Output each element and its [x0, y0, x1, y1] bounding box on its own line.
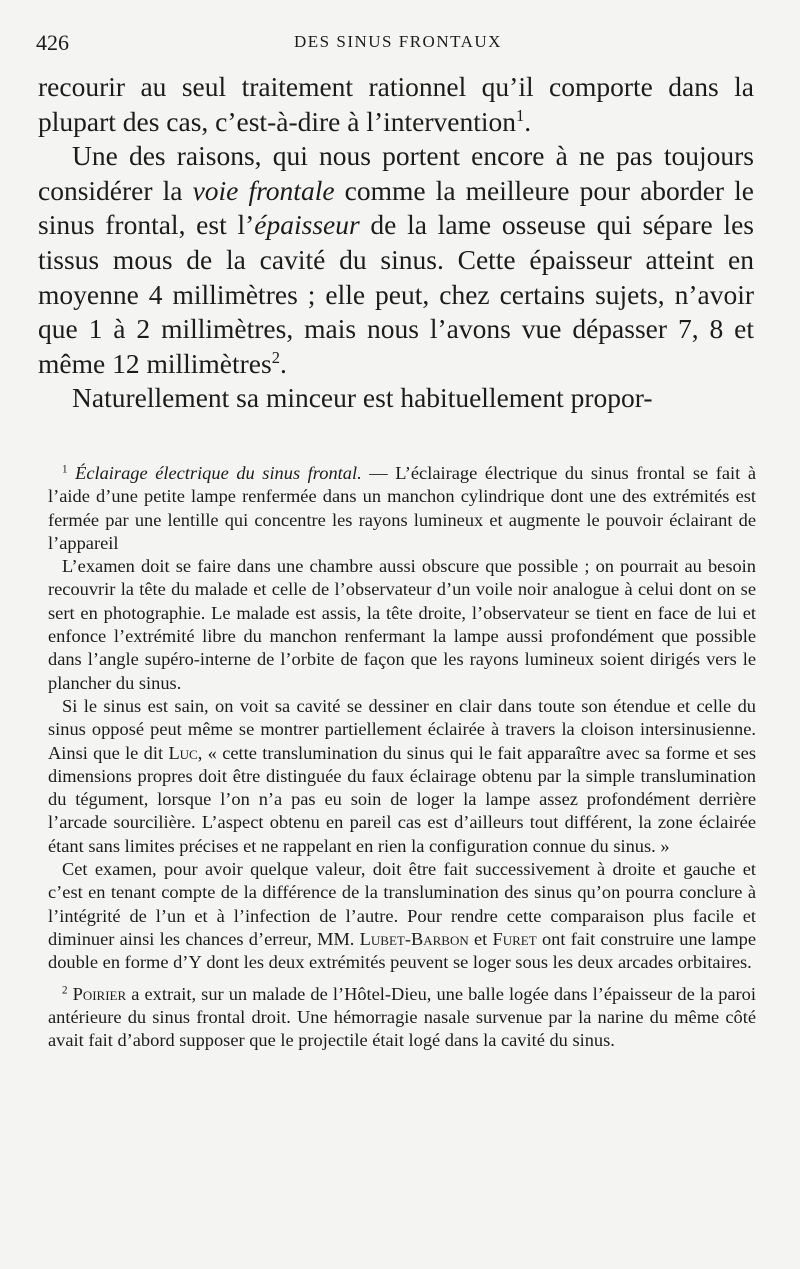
footnote-text: — L’éclairage électrique du sinus frontal se fait à l’aide d’une petite lampe renfermée dans un manchon cylindrique dont une des extrémités est fermée par une lentille qui concentre les rayons lumineux et augmente le pouvoir éclairant de l’appareil	[48, 463, 756, 553]
paragraph	[38, 139, 754, 381]
footnote-ref-1: 1	[516, 105, 525, 125]
footnote-title: Éclairage électrique du sinus frontal.	[75, 463, 362, 483]
paragraph-text: recourir au seul traitement rationnel qu’il comporte dans la plupart des cas, c’est-à-dire à l’intervention	[38, 71, 754, 137]
main-text	[38, 70, 754, 416]
page-number: 426	[36, 30, 69, 55]
footnote-paragraph	[48, 695, 756, 858]
text-run: Si le sinus est sain, on voit sa cavité se dessiner en clair dans toute son étendue et celle du sinus opposé peut même se montrer partiellement éclairée à travers la cloison intersinusienne. Ainsi que le dit	[48, 695, 756, 763]
letter-y: Y	[188, 952, 202, 973]
paragraph-end: .	[524, 105, 532, 137]
paragraph: Naturellement sa minceur est habituellement propor-	[72, 382, 653, 414]
footnote-1	[48, 462, 756, 555]
italic-term: épaisseur	[254, 209, 360, 241]
text-run: ont fait construire une lampe double en forme d’	[48, 928, 756, 973]
footnotes	[48, 462, 756, 1052]
text-run: , « cette translumination du sinus qui le fait apparaître avec sa forme et ses dimensions propres doit être distinguée du faux éclairage obtenu par la simple translumination du tégument, lorsque l’on n’a pas eu soin de loger la lampe assez profondément derrière l’arcade sourcilière. L’aspect obtenu en pareil cas est d’ailleurs tout différent, la zone éclairée étant sans limites précises et ne rappelant en rien la configuration connue du sinus. »	[48, 742, 756, 856]
author-name: Luc	[168, 742, 198, 763]
paragraph-end: .	[279, 347, 287, 379]
text-run: de la lame osseuse qui sépare les tissus mous de la cavité du sinus. Cette épaisseur atteint en moyenne 4 millimètres ; elle peut, chez certains sujets, n’avoir que 1 à 2 millimètres, mais nous l’avons vue dépasser 7, 8 et même 12 millimètres	[38, 209, 754, 379]
footnote-marker: 1	[62, 463, 68, 476]
author-name: Furet	[492, 928, 537, 949]
footnote-text: a extrait, sur un malade de l’Hôtel-Dieu, une balle logée dans l’épaisseur de la paroi antérieure du sinus frontal droit. Une hémorragie nasale survenue par la narine du même côté avait fait d’abord supposer que le projectile était logé dans la cavité du sinus.	[48, 983, 756, 1051]
italic-term: voie frontale	[192, 174, 335, 206]
footnote-paragraph: L’examen doit se faire dans une chambre aussi obscure que possible ; on pourrait au besoin recouvrir la tête du malade et celle de l’observateur d’un voile noir analogue à celui dont on se sert en photographie. Le malade est assis, la tête droite, l’observateur se tient en face de lui et enfonce l’extrémité libre du manchon renfermant la lampe aussi profondément que possible dans l’angle supéro-interne de l’orbite de façon que les rayons lumineux soient dirigés vers le plancher du sinus.	[48, 556, 756, 693]
page-header	[36, 30, 760, 60]
paragraph-continued	[38, 70, 754, 139]
text-run: Cet examen, pour avoir quelque valeur, doit être fait successivement à droite et gauche et c’est en tenant compte de la différence de la translumination des sinus qu’on pourra conclure à l’intégrité de l’un et à l’infection de l’autre. Pour rendre cette comparaison plus facile et diminuer ainsi les chances d’erreur, MM.	[48, 859, 756, 949]
author-name: Lubet-Barbon	[359, 928, 469, 949]
text-run: et	[468, 928, 493, 949]
text-run: dont les deux extrémités peuvent se loger sous les deux arcades orbitaires.	[201, 952, 752, 973]
footnote-2	[48, 983, 756, 1053]
footnote-ref-2: 2	[271, 347, 280, 367]
text-run: Une des raisons, qui nous portent encore à ne pas toujours considérer la	[38, 140, 754, 206]
text-run: comme la meilleure pour aborder le sinus frontal, est l’	[38, 174, 754, 241]
footnote-paragraph	[48, 858, 756, 974]
running-title: DES SINUS FRONTAUX	[294, 32, 502, 51]
footnote-marker: 2	[62, 983, 68, 996]
author-name: Poirier	[72, 983, 127, 1004]
